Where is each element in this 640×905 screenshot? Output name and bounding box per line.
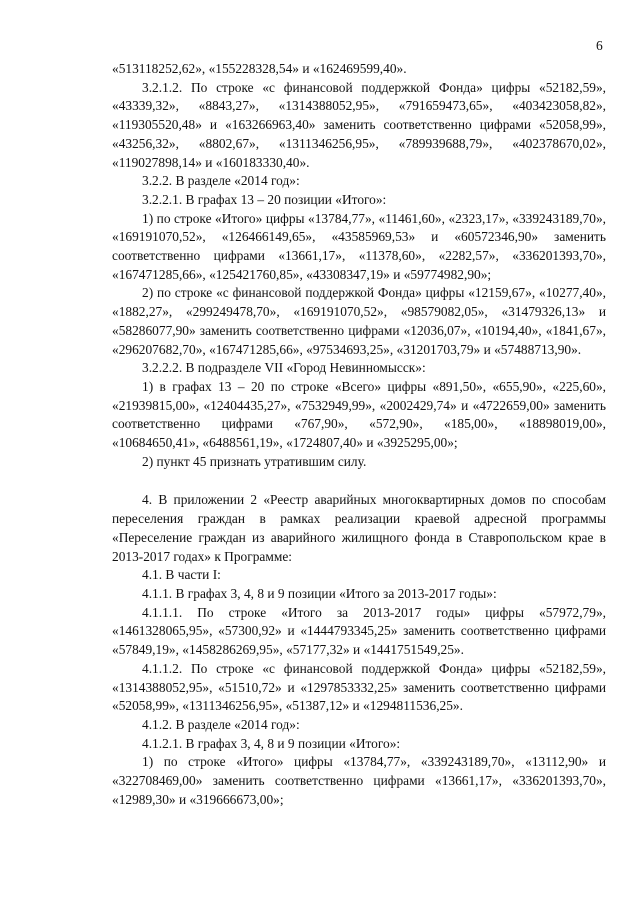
paragraph: 3.2.1.2. По строке «с финансовой поддержкой Фонда» цифры «52182,59», «43339,32», «8843,27», «1314388052,95», «791659473,65», «403423058,82», «119305520,48» и «163266963,40» заменить соответственно цифрами «52058,99», «43256,32», «8802,67», «1311346256,95», «789939688,79», «402378670,02», «119027898,14» и «160183330,40». [112,79,606,170]
paragraph: 4.1. В части I: [142,567,221,583]
paragraph: 4.1.2.1. В графах 3, 4, 8 и 9 позиции «Итого»: [142,735,401,751]
document-body [112,60,606,809]
paragraph: 4.1.1.2. По строке «с финансовой поддержкой Фонда» цифры «52182,59», «1314388052,95», «51510,72» и «1297853332,25» заменить соответственно цифрами «52058,99», «1311346256,95», «51387,12» и «1294811536,25». [112,660,606,714]
paragraph: 4.1.2. В разделе «2014 год»: [142,716,300,732]
paragraph: 3.2.2. В разделе «2014 год»: [142,173,300,189]
paragraph: 4.1.1.1. По строке «Итого за 2013-2017 годы» цифры «57972,79», «1461328065,95», «57300,92» и «1444793345,25» заменить соответственно цифрами «57849,19», «1458286269,95», «57177,32» и «1441751549,25». [112,604,606,658]
paragraph: 3.2.2.2. В подразделе VII «Город Невинномысск»: [142,360,426,376]
paragraph: 3.2.2.1. В графах 13 – 20 позиции «Итого»: [142,191,387,207]
paragraph: 4.1.1. В графах 3, 4, 8 и 9 позиции «Итого за 2013-2017 годы»: [142,585,497,601]
paragraph: 2) по строке «с финансовой поддержкой Фонда» цифры «12159,67», «10277,40», «1882,27», «299249478,70», «169191070,52», «98579082,05», «31479326,13» и «58286077,90» заменить соответственно цифрами «12036,07», «10194,40», «1841,67», «296207682,70», «167471285,66», «97534693,25», «31201703,79» и «57488713,90». [112,285,606,357]
paragraph: 4. В приложении 2 «Реестр аварийных многоквартирных домов по способам переселения граждан в рамках реализации краевой адресной программы «Переселение граждан из аварийного жилищного фонда в Ставропольском крае в 2013-2017 годах» к Программе: [112,492,606,564]
paragraph: 1) по строке «Итого» цифры «13784,77», «11461,60», «2323,17», «339243189,70», «169191070,52», «126466149,65», «43585969,53» и «60572346,90» заменить соответственно цифрами «13661,17», «11378,60», «2282,57», «336201393,70», «167471285,66», «125421760,85», «43308347,19» и «59774982,90»; [112,210,606,282]
paragraph: 2) пункт 45 признать утратившим силу. [142,453,367,469]
page-number: 6 [596,38,603,53]
paragraph-spacer [112,471,606,491]
paragraph: 1) по строке «Итого» цифры «13784,77», «339243189,70», «13112,90» и «322708469,00» заменить соответственно цифрами «13661,17», «336201393,70», «12989,30» и «319666673,00»; [112,754,606,807]
paragraph: «513118252,62», «155228328,54» и «162469599,40». [112,61,407,76]
paragraph: 1) в графах 13 – 20 по строке «Всего» цифры «891,50», «655,90», «225,60», «21939815,00», «12404435,27», «7532949,99», «2002429,74» и «4722659,00» заменить соответственно цифрами «767,90», «572,90», «185,00», «18898019,00», «10684650,41», «6488561,19», «1724807,40» и «3925295,00»; [112,378,606,451]
